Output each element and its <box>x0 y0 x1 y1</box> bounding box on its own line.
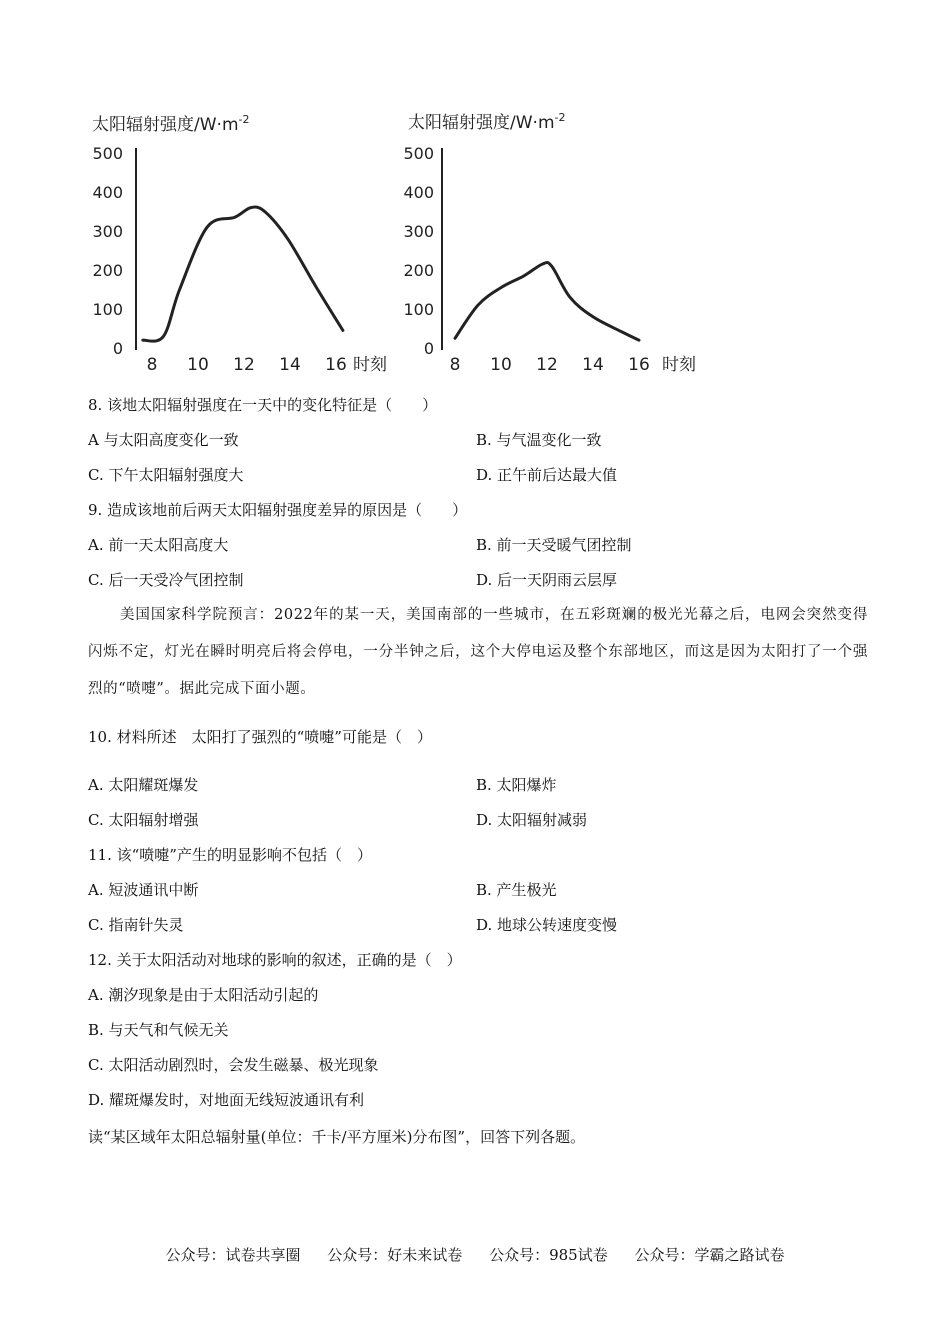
q12-option-d: D. 耀斑爆发时，对地面无线短波通讯有利 <box>88 1091 365 1109</box>
q10-option-a: A. 太阳耀斑爆发 <box>88 776 199 794</box>
q9-option-c: C. 后一天受冷气团控制 <box>88 571 244 589</box>
q8-option-a: A 与太阳高度变化一致 <box>88 431 239 449</box>
q10-option-b: B. 太阳爆炸 <box>476 776 557 794</box>
x-tick-label: 12 <box>536 355 558 375</box>
chart2-y-title: 太阳辐射强度$/W\cdot m^{-2}$ <box>408 111 566 133</box>
chart1-series-line <box>143 207 343 341</box>
y-tick-label: 200 <box>92 261 123 280</box>
q11-option-c: C. 指南针失灵 <box>88 916 184 934</box>
q8-option-c: C. 下午太阳辐射强度大 <box>88 466 244 484</box>
x-tick-label: 10 <box>187 355 209 375</box>
x-tick-label: 16 <box>325 355 347 375</box>
footer-item: 公众号：试卷共享圈 <box>165 1246 301 1264</box>
chart1-svg <box>80 100 400 380</box>
q9-stem: 9. 造成该地前后两天太阳辐射强度差异的原因是（ ） <box>88 501 468 519</box>
y-tick-label: 100 <box>92 300 123 319</box>
x-tick-label: 12 <box>233 355 255 375</box>
q10-option-c: C. 太阳辐射增强 <box>88 811 199 829</box>
y-tick-label: 300 <box>403 222 434 241</box>
y-tick-label: 0 <box>112 339 123 358</box>
q11-stem: 11. 该“喷嚏”产生的明显影响不包括（ ） <box>88 846 372 864</box>
q9-option-d: D. 后一天阴雨云层厚 <box>476 571 618 589</box>
x-tick-label: 14 <box>582 355 604 375</box>
q12-option-b: B. 与天气和气候无关 <box>88 1021 229 1039</box>
q10-option-d: D. 太阳辐射减弱 <box>476 811 588 829</box>
x-tick-label: 8 <box>449 355 461 375</box>
q11-option-d: D. 地球公转速度变慢 <box>476 916 618 934</box>
q12-option-a: A. 潮汐现象是由于太阳活动引起的 <box>88 986 319 1004</box>
q10-stem: 10. 材料所述 太阳打了强烈的“喷嚏”可能是（ ） <box>88 728 432 746</box>
q11-option-b: B. 产生极光 <box>476 881 557 899</box>
chart2-svg <box>398 100 718 380</box>
y-tick-label: 500 <box>92 144 123 163</box>
q9-option-a: A. 前一天太阳高度大 <box>88 536 229 554</box>
q12-stem: 12. 关于太阳活动对地球的影响的叙述，正确的是（ ） <box>88 951 462 969</box>
q8-stem: 8. 该地太阳辐射强度在一天中的变化特征是（ ） <box>88 396 438 414</box>
q12-option-c: C. 太阳活动剧烈时，会发生磁暴、极光现象 <box>88 1056 379 1074</box>
y-tick-label: 0 <box>423 339 434 358</box>
next-section-intro: 读“某区域年太阳总辐射量(单位：千卡/平方厘米)分布图”，回答下列各题。 <box>88 1128 586 1146</box>
y-tick-label: 400 <box>403 183 434 202</box>
y-tick-label: 100 <box>403 300 434 319</box>
q9-option-b: B. 前一天受暖气团控制 <box>476 536 632 554</box>
radiation-chart-day1 <box>80 100 400 384</box>
q8-option-b: B. 与气温变化一致 <box>476 431 602 449</box>
x-tick-label: 10 <box>490 355 512 375</box>
y-tick-label: 200 <box>403 261 434 280</box>
footer-item: 公众号：985试卷 <box>489 1246 608 1264</box>
chart2-series-line <box>455 262 639 340</box>
y-tick-label: 300 <box>92 222 123 241</box>
chart2-x-unit: 时刻 <box>662 355 696 375</box>
footer <box>0 1244 950 1265</box>
x-tick-label: 8 <box>146 355 158 375</box>
q8-option-d: D. 正午前后达最大值 <box>476 466 618 484</box>
x-tick-label: 16 <box>628 355 650 375</box>
chart1-y-title: 太阳辐射强度$/W\cdot m^{-2}$ <box>92 113 250 135</box>
reading-passage: 美国国家科学院预言：2022年的某一天，美国南部的一些城市，在五彩斑斓的极光光幕之后，电网会突然变得闪烁不定，灯光在瞬时明亮后将会停电，一分半钟之后，这个大停电运及整个东部地区，而这是因为太阳打了一个强烈的“喷嚏”。据此完成下面小题。 <box>88 607 868 697</box>
chart1-x-unit: 时刻 <box>353 355 387 375</box>
footer-item: 公众号：学霸之路试卷 <box>634 1246 785 1264</box>
y-tick-label: 400 <box>92 183 123 202</box>
radiation-chart-day2 <box>398 100 718 384</box>
y-tick-label: 500 <box>403 144 434 163</box>
footer-item: 公众号：好未来试卷 <box>327 1246 463 1264</box>
x-tick-label: 14 <box>279 355 301 375</box>
q11-option-a: A. 短波通讯中断 <box>88 881 199 899</box>
